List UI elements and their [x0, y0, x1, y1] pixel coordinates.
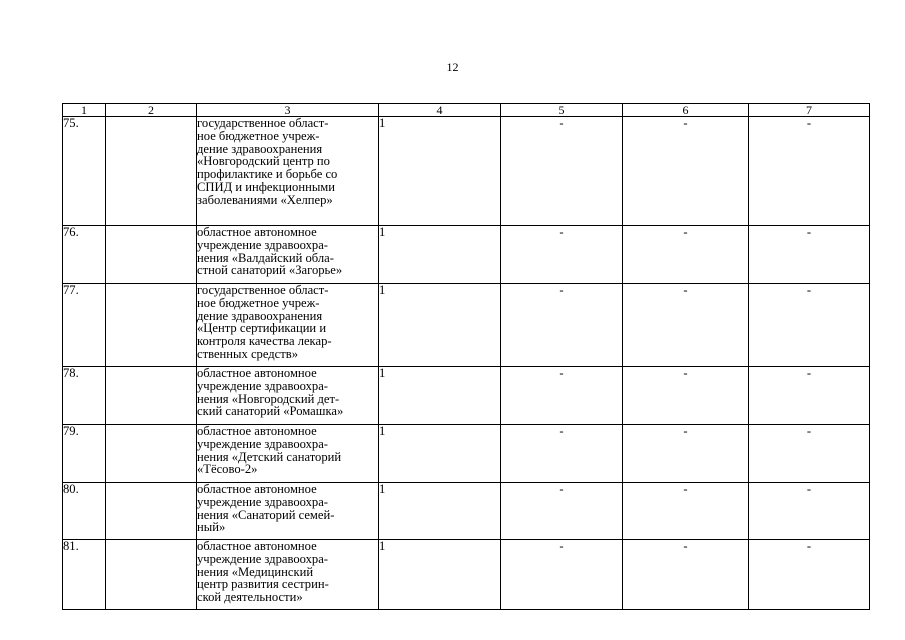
row-number: 79. [63, 425, 106, 483]
name-line: областное автономное [197, 225, 317, 239]
name-line: «Новгородский центр по [197, 154, 330, 169]
name-line: профилактике и борьбе со [197, 167, 338, 182]
name-line: нения «Детский санаторий [197, 449, 342, 464]
name-line: ский санаторий «Ромашка» [197, 404, 344, 419]
row-number: 75. [63, 117, 106, 226]
header-cell-7: 7 [749, 104, 870, 117]
row-col5: - [501, 284, 623, 367]
row-col5: - [501, 226, 623, 284]
name-line: учреждение здравоохра- [197, 237, 328, 252]
row-col4: 1 [379, 117, 501, 226]
institution-name [197, 226, 379, 284]
name-line: ственных средств» [197, 346, 298, 361]
row-col6: - [623, 540, 749, 610]
institution-name [197, 117, 379, 226]
name-line: заболеваниями «Хелпер» [197, 192, 333, 207]
institution-name [197, 540, 379, 610]
institution-name [197, 284, 379, 367]
header-cell-4: 4 [379, 104, 501, 117]
row-col4: 1 [379, 226, 501, 284]
page-number: 12 [446, 60, 459, 74]
name-line: государственное област- [197, 116, 329, 130]
row-number: 80. [63, 483, 106, 540]
row-col2 [106, 284, 197, 367]
table-row [63, 540, 870, 610]
row-col6: - [623, 425, 749, 483]
row-col4: 1 [379, 425, 501, 483]
name-line: областное автономное [197, 424, 317, 438]
row-col7: - [749, 540, 870, 610]
name-line: «Тёсово-2» [197, 462, 258, 477]
name-line: государственное област- [197, 283, 329, 297]
row-number: 76. [63, 226, 106, 284]
name-line: центр развития сестрин- [197, 577, 329, 592]
name-line: стной санаторий «Загорье» [197, 263, 343, 278]
row-col7: - [749, 425, 870, 483]
name-line: областное автономное [197, 366, 317, 380]
name-line: ный» [197, 520, 226, 535]
row-col6: - [623, 226, 749, 284]
table-row [63, 483, 870, 540]
name-line: нения «Валдайский обла- [197, 250, 334, 265]
name-line: ное бюджетное учреж- [197, 128, 320, 143]
institution-name [197, 483, 379, 540]
row-col4: 1 [379, 483, 501, 540]
name-line: областное автономное [197, 482, 317, 496]
name-line: нения «Медицинский [197, 564, 314, 579]
row-col2 [106, 425, 197, 483]
name-line: учреждение здравоохра- [197, 494, 328, 509]
header-cell-6: 6 [623, 104, 749, 117]
name-line: ное бюджетное учреж- [197, 295, 320, 310]
name-line: ской деятельности» [197, 590, 303, 605]
row-col6: - [623, 367, 749, 425]
row-col5: - [501, 425, 623, 483]
row-col5: - [501, 367, 623, 425]
row-col2 [106, 117, 197, 226]
name-line: нения «Новгородский дет- [197, 391, 340, 406]
institution-name [197, 367, 379, 425]
row-col2 [106, 483, 197, 540]
row-col5: - [501, 483, 623, 540]
name-line: учреждение здравоохра- [197, 551, 328, 566]
name-line: дение здравоохранения [197, 308, 323, 323]
row-col6: - [623, 483, 749, 540]
row-col7: - [749, 284, 870, 367]
name-line: «Центр сертификации и [197, 321, 327, 336]
row-col6: - [623, 284, 749, 367]
row-col4: 1 [379, 367, 501, 425]
institutions-table [62, 103, 870, 610]
row-col2 [106, 226, 197, 284]
row-col5: - [501, 117, 623, 226]
row-col7: - [749, 226, 870, 284]
name-line: учреждение здравоохра- [197, 436, 328, 451]
table-row [63, 425, 870, 483]
table-row [63, 284, 870, 367]
name-line: нения «Санаторий семей- [197, 507, 335, 522]
name-line: контроля качества лекар- [197, 334, 332, 349]
name-line: дение здравоохранения [197, 141, 323, 156]
row-col7: - [749, 367, 870, 425]
institution-name [197, 425, 379, 483]
name-line: СПИД и инфекционными [197, 179, 335, 194]
row-col4: 1 [379, 284, 501, 367]
row-col4: 1 [379, 540, 501, 610]
table-row [63, 226, 870, 284]
table-row [63, 367, 870, 425]
row-number: 78. [63, 367, 106, 425]
header-cell-3: 3 [197, 104, 379, 117]
row-col2 [106, 540, 197, 610]
row-col6: - [623, 117, 749, 226]
name-line: учреждение здравоохра- [197, 378, 328, 393]
table-row [63, 117, 870, 226]
name-line: областное автономное [197, 539, 317, 553]
header-cell-1: 1 [63, 104, 106, 117]
header-cell-5: 5 [501, 104, 623, 117]
header-row [63, 104, 870, 117]
row-col7: - [749, 483, 870, 540]
header-cell-2: 2 [106, 104, 197, 117]
row-col5: - [501, 540, 623, 610]
row-col2 [106, 367, 197, 425]
row-number: 77. [63, 284, 106, 367]
row-col7: - [749, 117, 870, 226]
row-number: 81. [63, 540, 106, 610]
